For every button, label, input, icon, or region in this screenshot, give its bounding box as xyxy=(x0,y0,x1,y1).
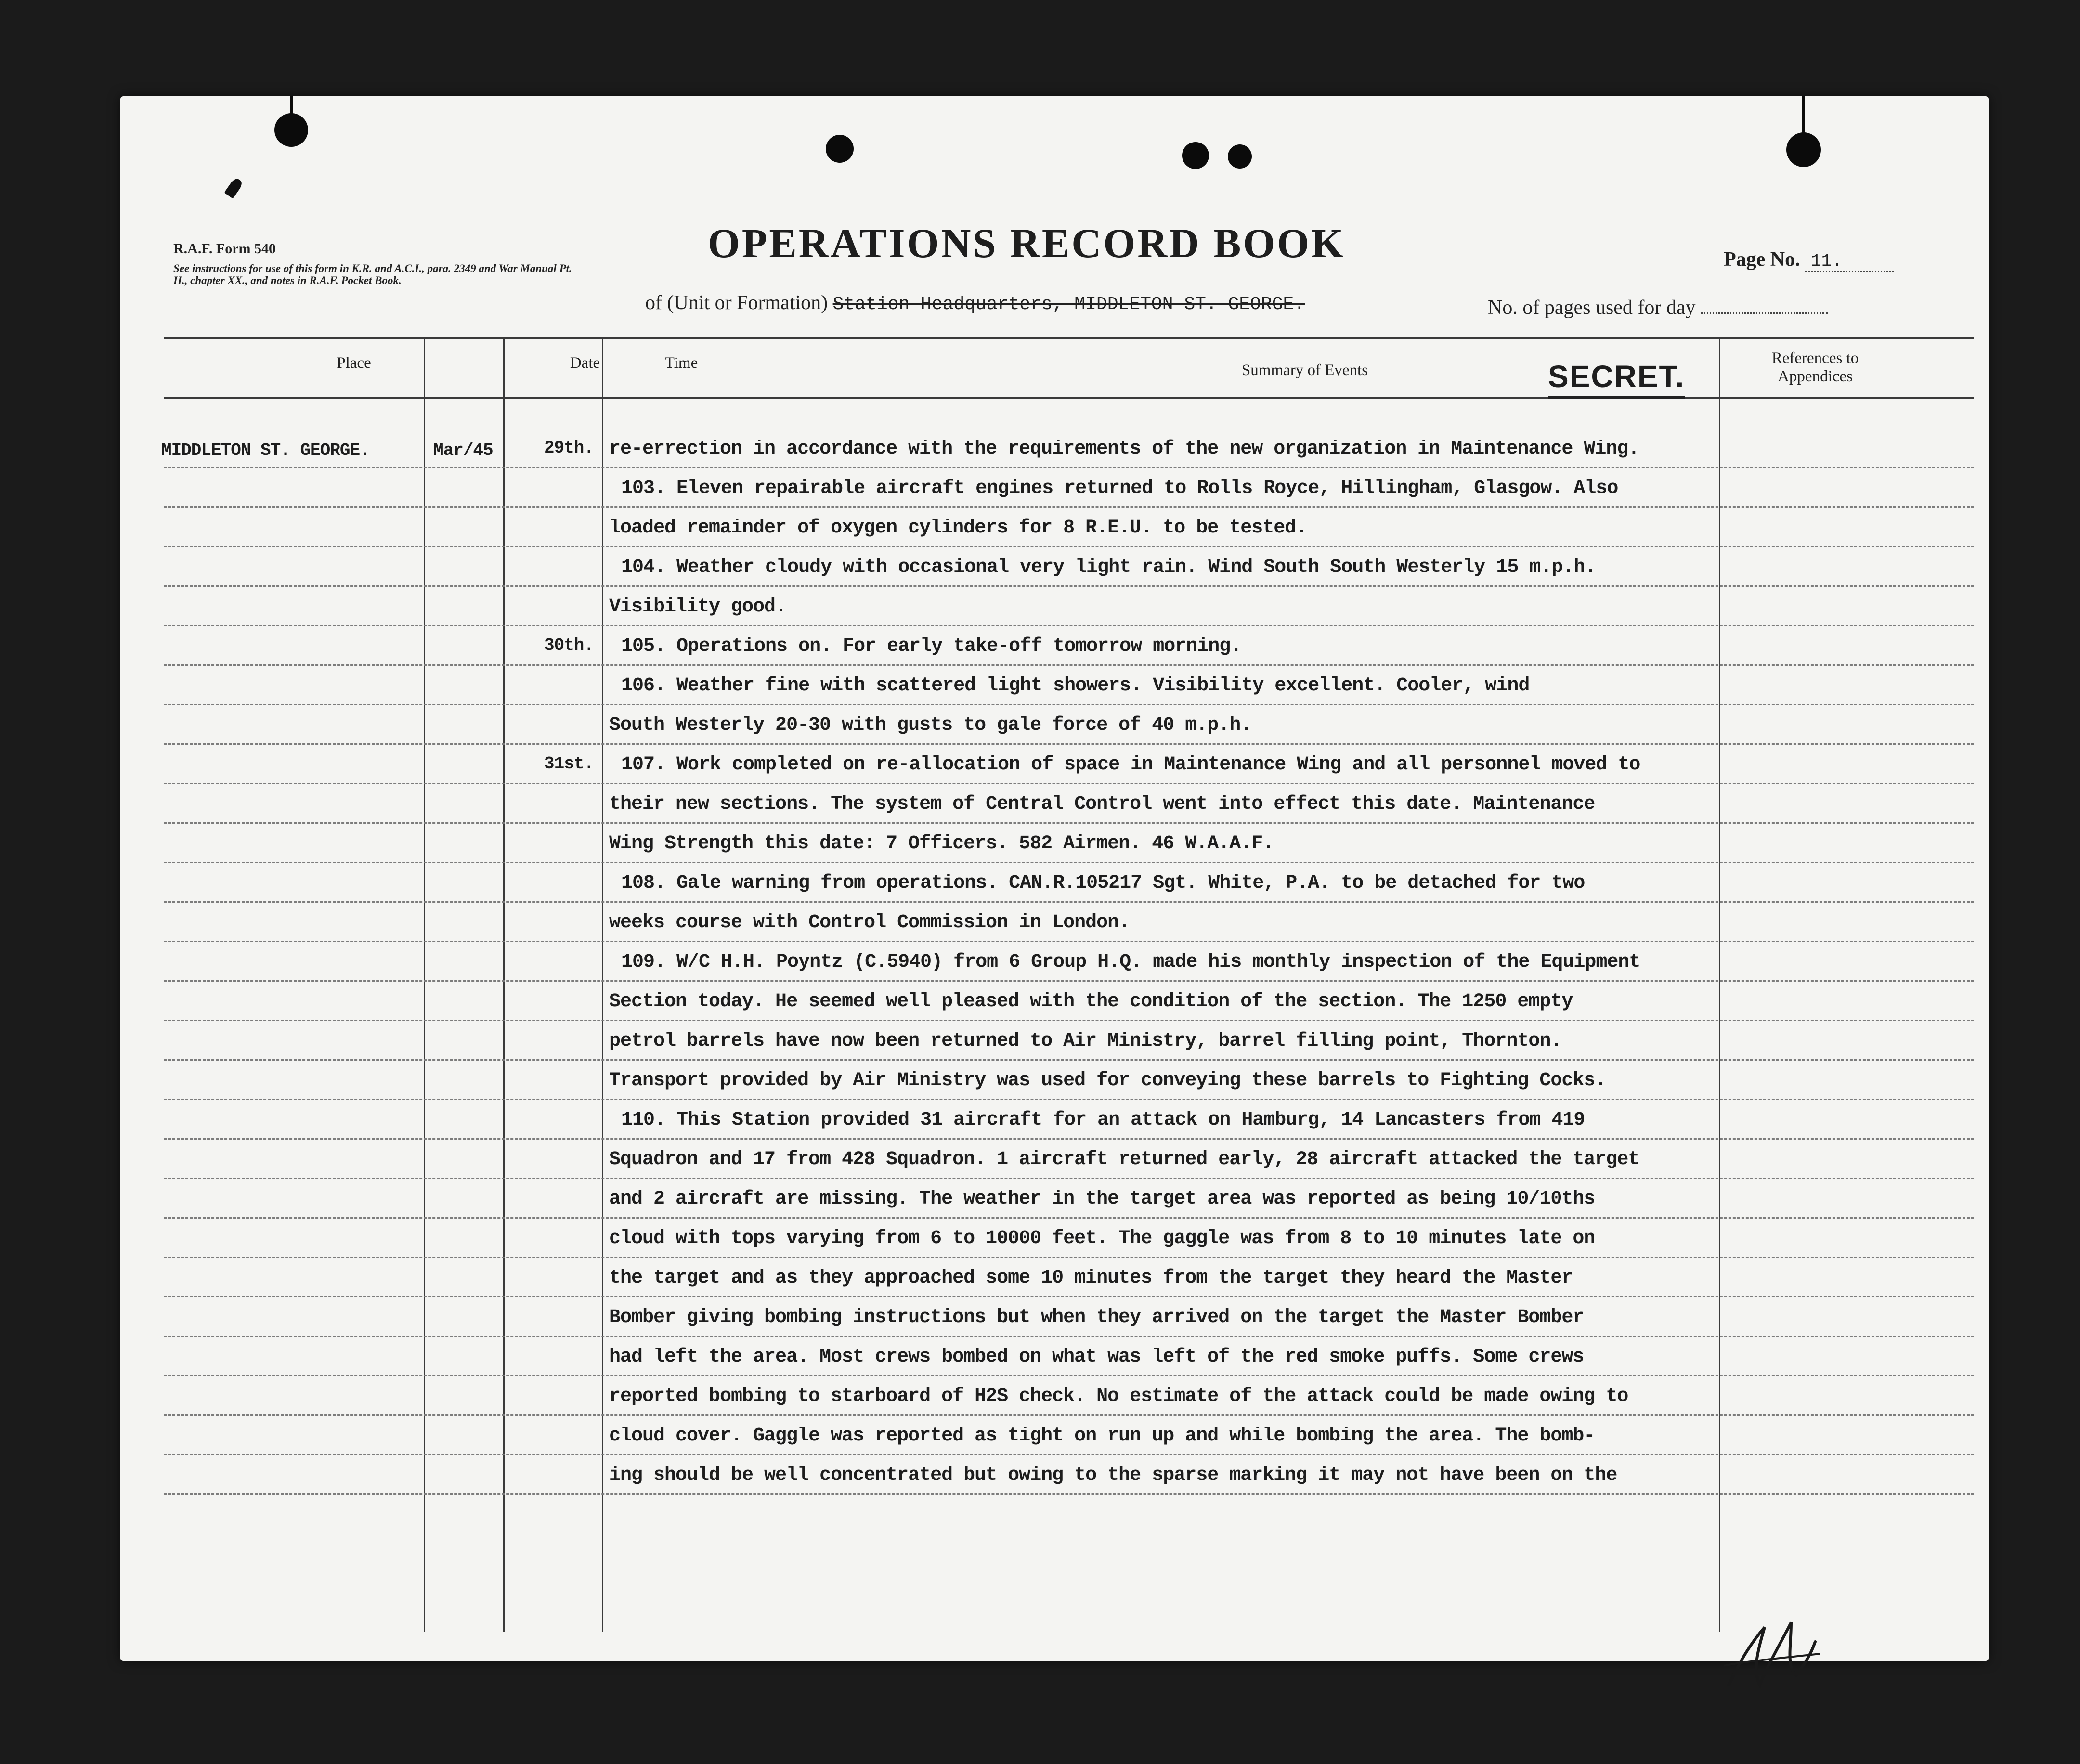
unit-field xyxy=(645,291,1305,315)
summary-line: weeks course with Control Commission in London. xyxy=(609,912,1130,934)
ruled-line xyxy=(164,1099,1974,1100)
ruled-line xyxy=(164,546,1974,547)
punch-hole-center xyxy=(826,135,854,163)
summary-line: the target and as they approached some 10 minutes from the target they heard the Master xyxy=(609,1267,1573,1289)
summary-line: reported bombing to starboard of H2S check. No estimate of the attack could be made owing to xyxy=(609,1386,1628,1407)
column-header-date: Date xyxy=(570,354,600,372)
summary-line: 104. Weather cloudy with occasional very light rain. Wind South South Westerly 15 m.p.h. xyxy=(621,557,1596,578)
column-divider-summary-refs xyxy=(1719,337,1720,1632)
pages-used-field xyxy=(1488,296,1828,319)
ink-mark xyxy=(224,177,244,198)
summary-line: ing should be well concentrated but owing to the sparse marking it may not have been on the xyxy=(609,1465,1617,1486)
summary-line: their new sections. The system of Central Control went into effect this date. Maintenance xyxy=(609,793,1595,815)
entry-time: 31st. xyxy=(544,754,594,774)
header-top-rule xyxy=(164,337,1974,339)
summary-line: Squadron and 17 from 428 Squadron. 1 aircraft returned early, 28 aircraft attacked the target xyxy=(609,1149,1639,1170)
page-number-label: Page No. xyxy=(1724,248,1800,271)
ruled-line xyxy=(164,1138,1974,1140)
ruled-line xyxy=(164,901,1974,903)
column-header-summary: Summary of Events xyxy=(1241,362,1368,379)
ruled-line xyxy=(164,1296,1974,1297)
summary-line: Wing Strength this date: 7 Officers. 582 Airmen. 46 W.A.A.F. xyxy=(609,833,1274,855)
ruled-line xyxy=(164,1178,1974,1179)
ruled-line xyxy=(164,704,1974,705)
punch-hole-center-right-b xyxy=(1228,144,1252,169)
ruled-line xyxy=(164,941,1974,942)
summary-line: 107. Work completed on re-allocation of space in Maintenance Wing and all personnel moved to xyxy=(621,754,1640,776)
page-title: OPERATIONS RECORD BOOK xyxy=(708,220,1345,266)
summary-line: 105. Operations on. For early take-off tomorrow morning. xyxy=(621,636,1242,657)
summary-line: 103. Eleven repairable aircraft engines returned to Rolls Royce, Hillingham, Glasgow. Also xyxy=(621,478,1618,499)
punch-hole-left xyxy=(274,113,308,147)
form-number: R.A.F. Form 540 xyxy=(173,241,276,257)
pages-used-label: No. of pages used for day xyxy=(1488,297,1696,319)
ruled-line xyxy=(164,1454,1974,1455)
entry-date: Mar/45 xyxy=(433,441,493,460)
ruled-line xyxy=(164,1020,1974,1021)
summary-line: 110. This Station provided 31 aircraft for an attack on Hamburg, 14 Lancasters from 419 xyxy=(621,1109,1585,1131)
ruled-line xyxy=(164,743,1974,745)
ruled-line xyxy=(164,1493,1974,1495)
summary-line: Transport provided by Air Ministry was used for conveying these barrels to Fighting Cocks. xyxy=(609,1070,1606,1091)
ruled-line xyxy=(164,862,1974,863)
header-bottom-rule xyxy=(164,397,1974,399)
summary-line: petrol barrels have now been returned to Air Ministry, barrel filling point, Thornton. xyxy=(609,1030,1562,1052)
summary-line: 108. Gale warning from operations. CAN.R.105217 Sgt. White, P.A. to be detached for two xyxy=(621,872,1585,894)
column-header-place: Place xyxy=(337,354,371,372)
ruled-line xyxy=(164,1336,1974,1337)
page-number-value: 11. xyxy=(1805,251,1894,272)
unit-label: of (Unit or Formation) xyxy=(645,292,828,314)
summary-line: cloud with tops varying from 6 to 10000 feet. The gaggle was from 8 to 10 minutes late on xyxy=(609,1228,1595,1249)
punch-hole-right xyxy=(1786,132,1821,167)
entry-place: MIDDLETON ST. GEORGE. xyxy=(161,441,370,460)
summary-line: Bomber giving bombing instructions but when they arrived on the target the Master Bomber xyxy=(609,1307,1584,1328)
ruled-line xyxy=(164,467,1974,468)
summary-line: Visibility good. xyxy=(609,596,787,618)
ruled-line xyxy=(164,783,1974,784)
pages-used-value xyxy=(1701,312,1828,314)
ruled-line xyxy=(164,822,1974,824)
punch-hole-center-right-a xyxy=(1182,142,1209,169)
ruled-line xyxy=(164,1059,1974,1061)
ruled-line xyxy=(164,1375,1974,1376)
summary-line: loaded remainder of oxygen cylinders for 8 R.E.U. to be tested. xyxy=(609,517,1307,539)
column-divider-date-time xyxy=(503,337,505,1632)
ruled-line xyxy=(164,1257,1974,1258)
unit-value: Station Headquarters, MIDDLETON ST. GEORGE. xyxy=(832,294,1305,315)
column-divider-time-summary xyxy=(602,337,603,1632)
entry-time: 30th. xyxy=(544,636,594,655)
ruled-line xyxy=(164,506,1974,508)
ruled-line xyxy=(164,1414,1974,1416)
summary-line: 106. Weather fine with scattered light showers. Visibility excellent. Cooler, wind xyxy=(621,675,1530,697)
column-header-references: References to Appendices xyxy=(1771,350,1859,385)
summary-line: cloud cover. Gaggle was reported as tight on run up and while bombing the area. The bomb- xyxy=(609,1425,1595,1447)
ruled-line xyxy=(164,585,1974,587)
ruled-line xyxy=(164,625,1974,626)
column-divider-place-date xyxy=(424,337,425,1632)
summary-line: Section today. He seemed well pleased with the condition of the section. The 1250 empty xyxy=(609,991,1573,1012)
record-sheet xyxy=(120,96,1989,1661)
ruled-line xyxy=(164,664,1974,666)
summary-line: 109. W/C H.H. Poyntz (C.5940) from 6 Group H.Q. made his monthly inspection of the Equipment xyxy=(621,951,1640,973)
punch-tear-right xyxy=(1802,96,1805,135)
punch-tear-left xyxy=(290,96,293,116)
column-header-time: Time xyxy=(664,354,698,372)
entry-time: 29th. xyxy=(544,438,594,458)
ruled-line xyxy=(164,980,1974,982)
secret-stamp: SECRET. xyxy=(1548,359,1685,399)
summary-line: South Westerly 20-30 with gusts to gale force of 40 m.p.h. xyxy=(609,714,1252,736)
page-number-field xyxy=(1724,248,1894,272)
ruled-line xyxy=(164,1217,1974,1219)
form-instructions: See instructions for use of this form in K.R. and A.C.I., para. 2349 and War Manual Pt. II., chapter XX., and notes in R.A.F. Pocket Book. xyxy=(173,262,572,286)
officer-signature xyxy=(1719,1608,1825,1695)
summary-line: and 2 aircraft are missing. The weather in the target area was reported as being 10/10ths xyxy=(609,1188,1595,1210)
summary-line: re-errection in accordance with the requirements of the new organization in Maintenance Wing. xyxy=(609,438,1639,460)
summary-line: had left the area. Most crews bombed on what was left of the red smoke puffs. Some crews xyxy=(609,1346,1584,1368)
